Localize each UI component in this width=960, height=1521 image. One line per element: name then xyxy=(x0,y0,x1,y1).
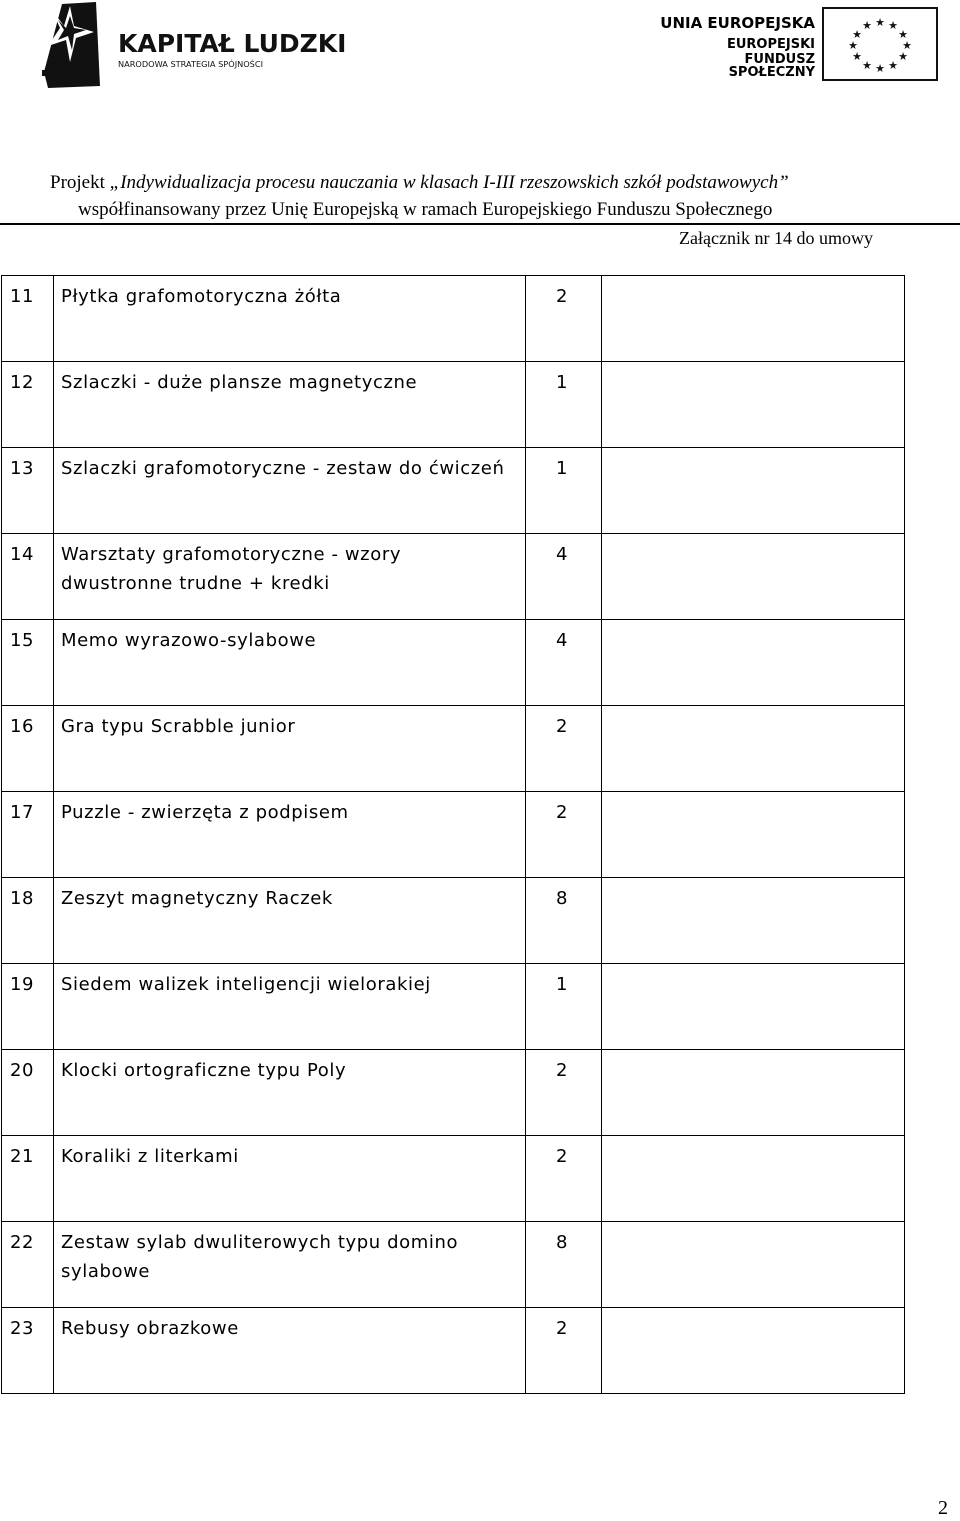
project-title-line xyxy=(50,172,789,194)
items-table-body xyxy=(2,276,905,1394)
eu-logo-line2: EUROPEJSKI xyxy=(726,37,815,52)
table-row xyxy=(2,448,905,534)
svg-text:★: ★ xyxy=(852,28,862,41)
item-quantity: 2 xyxy=(526,1136,602,1222)
item-note xyxy=(602,1050,905,1136)
item-name: Siedem walizek inteligencji wielorakiej xyxy=(54,964,526,1050)
item-quantity: 8 xyxy=(526,1222,602,1308)
table-row xyxy=(2,534,905,620)
svg-text:★: ★ xyxy=(862,19,872,32)
item-note xyxy=(602,706,905,792)
item-note xyxy=(602,792,905,878)
kapital-ludzki-logo xyxy=(40,2,347,90)
row-number: 20 xyxy=(2,1050,54,1136)
item-quantity: 4 xyxy=(526,534,602,620)
item-name: Szlaczki - duże plansze magnetyczne xyxy=(54,362,526,448)
items-table xyxy=(1,275,905,1394)
eu-stars-flag-icon xyxy=(821,6,939,82)
row-number: 18 xyxy=(2,878,54,964)
table-row xyxy=(2,1222,905,1308)
row-number: 12 xyxy=(2,362,54,448)
item-quantity: 2 xyxy=(526,276,602,362)
table-row xyxy=(2,1308,905,1394)
row-number: 13 xyxy=(2,448,54,534)
item-name: Klocki ortograficzne typu Poly xyxy=(54,1050,526,1136)
row-number: 22 xyxy=(2,1222,54,1308)
svg-text:★: ★ xyxy=(898,28,908,41)
item-quantity: 1 xyxy=(526,964,602,1050)
item-note xyxy=(602,964,905,1050)
table-row xyxy=(2,620,905,706)
item-quantity: 2 xyxy=(526,706,602,792)
row-number: 16 xyxy=(2,706,54,792)
row-number: 23 xyxy=(2,1308,54,1394)
row-number: 11 xyxy=(2,276,54,362)
item-note xyxy=(602,620,905,706)
item-note xyxy=(602,534,905,620)
eu-logo xyxy=(655,6,940,84)
item-name: Memo wyrazowo-sylabowe xyxy=(54,620,526,706)
logo-subtitle-text: NARODOWA STRATEGIA SPÓJNOŚCI xyxy=(118,59,264,69)
table-row xyxy=(2,1050,905,1136)
cofinancing-line: współfinansowany przez Unię Europejską w ramach Europejskiego Funduszu Społecznego xyxy=(78,199,773,220)
project-title: „Indywidualizacja procesu nauczania w klasach I-III rzeszowskich szkół podstawowych” xyxy=(109,172,789,193)
item-name: Zeszyt magnetyczny Raczek xyxy=(54,878,526,964)
row-number: 15 xyxy=(2,620,54,706)
table-row xyxy=(2,1136,905,1222)
svg-text:★: ★ xyxy=(888,59,898,72)
item-name: Szlaczki grafomotoryczne - zestaw do ćwiczeń xyxy=(54,448,526,534)
row-number: 21 xyxy=(2,1136,54,1222)
item-quantity: 2 xyxy=(526,1308,602,1394)
kapital-ludzki-emblem-icon xyxy=(40,2,347,90)
svg-text:★: ★ xyxy=(852,50,862,63)
eu-logo-line3: FUNDUSZ SPOŁECZNY xyxy=(728,52,815,80)
header-divider xyxy=(0,223,960,225)
item-note xyxy=(602,276,905,362)
table-row xyxy=(2,878,905,964)
item-note xyxy=(602,1308,905,1394)
item-name: Koraliki z literkami xyxy=(54,1136,526,1222)
table-row xyxy=(2,362,905,448)
item-quantity: 2 xyxy=(526,792,602,878)
eu-logo-line1: UNIA EUROPEJSKA xyxy=(660,14,815,32)
project-prefix: Projekt xyxy=(50,172,110,193)
svg-text:★: ★ xyxy=(875,62,885,75)
item-name: Warsztaty grafomotoryczne - wzory dwustronne trudne + kredki xyxy=(54,534,526,620)
item-name: Puzzle - zwierzęta z podpisem xyxy=(54,792,526,878)
item-name: Gra typu Scrabble junior xyxy=(54,706,526,792)
item-quantity: 8 xyxy=(526,878,602,964)
row-number: 14 xyxy=(2,534,54,620)
svg-text:★: ★ xyxy=(848,39,858,52)
item-quantity: 1 xyxy=(526,362,602,448)
table-row xyxy=(2,792,905,878)
row-number: 19 xyxy=(2,964,54,1050)
table-row xyxy=(2,964,905,1050)
row-number: 17 xyxy=(2,792,54,878)
item-note xyxy=(602,878,905,964)
item-note xyxy=(602,1136,905,1222)
svg-text:★: ★ xyxy=(862,59,872,72)
eu-logo-text xyxy=(655,16,815,79)
item-quantity: 2 xyxy=(526,1050,602,1136)
svg-text:★: ★ xyxy=(888,19,898,32)
logo-title-text: KAPITAŁ LUDZKI xyxy=(118,29,347,58)
item-quantity: 1 xyxy=(526,448,602,534)
svg-text:★: ★ xyxy=(898,50,908,63)
item-name: Zestaw sylab dwuliterowych typu domino sylabowe xyxy=(54,1222,526,1308)
page-number: 2 xyxy=(938,1497,948,1519)
item-note xyxy=(602,1222,905,1308)
item-quantity: 4 xyxy=(526,620,602,706)
annex-label: Załącznik nr 14 do umowy xyxy=(679,228,873,248)
item-name: Płytka grafomotoryczna żółta xyxy=(54,276,526,362)
svg-text:★: ★ xyxy=(902,39,912,52)
item-note xyxy=(602,448,905,534)
table-row xyxy=(2,276,905,362)
table-row xyxy=(2,706,905,792)
svg-text:★: ★ xyxy=(875,16,885,29)
item-name: Rebusy obrazkowe xyxy=(54,1308,526,1394)
item-note xyxy=(602,362,905,448)
